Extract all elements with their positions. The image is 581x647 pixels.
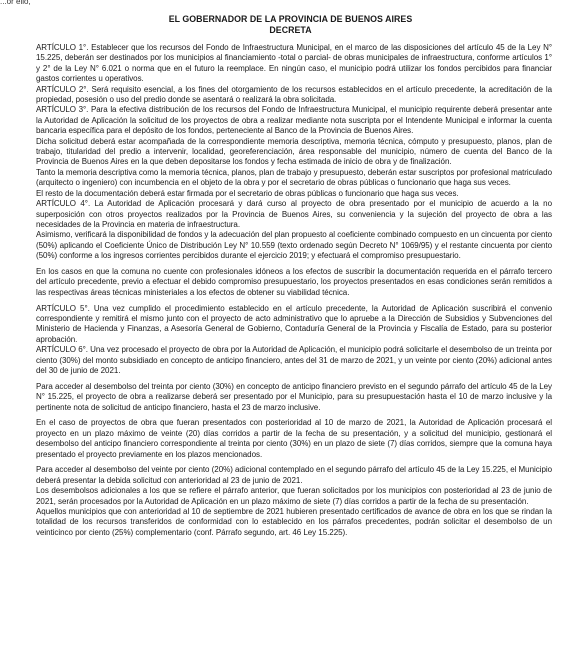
article-6-paragraph-6: Aquellos municipios que con anterioridad al 10 de septiembre de 2021 hubieren presentado certificados de avance de obra en los que se rindan la totalidad de los recursos transferidos de conformidad con lo establecido en los párrafos precedentes, podrán solicitar el desembolso de un veinticinco por ciento (25%) complementario (conf. Párrafo segundo, art. 46 Ley 15.225). [36,507,552,537]
article-3-paragraph-4: El resto de la documentación deberá estar firmada por el secretario de obras públicas o funcionario que haga sus veces. [36,188,459,198]
decree-body [36,43,552,538]
article-2: ARTÍCULO 2°. Será requisito esencial, a los fines del otorgamiento de los recursos establecidos en el artículo precedente, la acreditación de la propiedad, posesión o uso del predio donde se asentará o realizará la obra solicitada. [36,84,552,105]
article-3-paragraph-3: Tanto la memoria descriptiva como la memoria técnica, planos, plan de trabajo y presupuesto, deberán estar suscriptos por profesional matriculado (arquitecto o ingeniero) con incumbencia en el objeto de la obra y por el secretario de obras públicas o funcionario que haga sus veces. [36,167,552,188]
article-4: ARTÍCULO 4°. La Autoridad de Aplicación procesará y dará curso al proyecto de obra presentado por el municipio de acuerdo a la no superposición con otros proyectos realizados por la Provincia de Buenos Aires, su conveniencia y la sujeción del proyecto de obra a las necesidades de la Provincia en materia de infraestructura. [36,199,552,229]
article-4-paragraph-2: Asimismo, verificará la disponibilidad de fondos y la adecuación del plan propuesto al coeficiente combinado compuesto en un cincuenta por ciento (50%) aplicando el Coeficiente Único de Distribución Ley N° 10.559 (texto ordenado según Decreto N° 1069/95) y el restante cincuenta por ciento (50%) conforme a los ingresos corrientes percibidos durante el ejercicio 2019; y efectuará el compromiso presupuestario. [36,230,552,261]
article-4-paragraph-3: En los casos en que la comuna no cuente con profesionales idóneos a los efectos de suscribir la documentación requerida en el párrafo tercero del artículo precedente, previo a efectuar el debido compromiso presupuestario, los proyectos presentados en esas condiciones serán remitidos a las respectivas áreas técnicas ministeriales a los efectos de obtener su viabilidad técnica. [36,266,552,297]
article-6-paragraph-5: Los desembolsos adicionales a los que se refiere el párrafo anterior, que fueran solicitados por los municipios con posterioridad al 23 de junio de 2021, serán procesados por la Autoridad de Aplicación en un plazo máximo de siete (7) días corridos a partir de la fecha de su presentación. [36,486,552,506]
article-6-paragraph-3: En el caso de proyectos de obra que fueran presentados con posterioridad al 10 de marzo de 2021, la Autoridad de Aplicación procesará el proyecto en un plazo máximo de veinte (20) días corridos a partir de la fecha de su presentación, y a solicitud del municipio, gestionará el desembolso del anticipo financiero correspondiente al treinta por ciento (30%) en un plazo de siete (7) días corridos, siempre que la comuna haya presentado el proyecto previamente en los plazos mencionados. [36,418,552,459]
article-3-paragraph-2: Dicha solicitud deberá estar acompañada de la correspondiente memoria descriptiva, memoria técnica, cómputo y presupuesto, planos, plan de trabajo, titularidad del predio a intervenir, localidad, georeferenciación, área responsable del municipio, número de cuenta del Banco de la Provincia de Buenos Aires en la que deben depositarse los fondos y fecha estimada de inicio de obra y de finalización. [36,136,552,167]
article-3: ARTÍCULO 3°. Para la efectiva distribución de los recursos del Fondo de Infraestructura Municipal, el municipio requirente deberá presentar ante la Autoridad de Aplicación la solicitud de los proyectos de obra a realizar mediante nota suscripta por el Intendente Municipal e informar la cuenta bancaria específica para el depósito de los fondos, perteneciente al Banco de la Provincia de Buenos Aires. [36,105,552,136]
decree-heading [0,14,581,36]
article-6-paragraph-4: Para acceder al desembolso del veinte por ciento (20%) adicional contemplado en el segundo párrafo del artículo 45 de la Ley 15.225, el Municipio deberá presentar la debida solicitud con anterioridad al 23 de junio de 2021. [36,465,552,485]
previous-page-fragment: ...or ello, [0,0,31,6]
article-5: ARTÍCULO 5°. Una vez cumplido el procedimiento establecido en el artículo precedente, la Autoridad de Aplicación suscribirá el convenio correspondiente y remitirá el mismo junto con el proyecto de acto administrativo que lo apruebe a la Dirección de Subsidios y Subvenciones del Ministerio de Hacienda y Finanzas, a Asesoría General de Gobierno, Contaduría General de la Provincia y Fiscalía de Estado, para su posterior aprobación. [36,303,552,344]
decree-heading-decreta: DECRETA [269,25,312,35]
decree-heading-title: EL GOBERNADOR DE LA PROVINCIA DE BUENOS AIRES [168,14,413,24]
article-6-paragraph-2: Para acceder al desembolso del treinta por ciento (30%) en concepto de anticipo financiero previsto en el segundo párrafo del artículo 45 de la Ley N° 15.225, el proyecto de obra a realizarse deberá ser presentado por el Municipio, para su presupuestación hasta el 10 de marzo inclusive y la pertinente nota de solicitud de anticipo financiero, hasta el 23 de marzo inclusive. [36,381,552,412]
article-1: ARTÍCULO 1°. Establecer que los recursos del Fondo de Infraestructura Municipal, en el marco de las disposiciones del artículo 45 de la Ley N° 15.225, deberán ser destinados por los municipios al financiamiento -total o parcial- de obras municipales de infraestructura, conforme artículos 1° y 2° de la Ley N° 6.021 o norma que en el futuro la reemplace. En ningún caso, el municipio podrá utilizar los fondos percibidos para financiar gastos corrientes u operativos. [36,43,552,84]
article-6: ARTÍCULO 6°. Una vez procesado el proyecto de obra por la Autoridad de Aplicación, el municipio podrá solicitarle el desembolso de un treinta por ciento (30%) del monto subsidiado en concepto de anticipo financiero, antes del 31 de marzo de 2021, y un veinte por ciento (20%) adicional antes del 30 de junio de 2021. [36,345,552,375]
